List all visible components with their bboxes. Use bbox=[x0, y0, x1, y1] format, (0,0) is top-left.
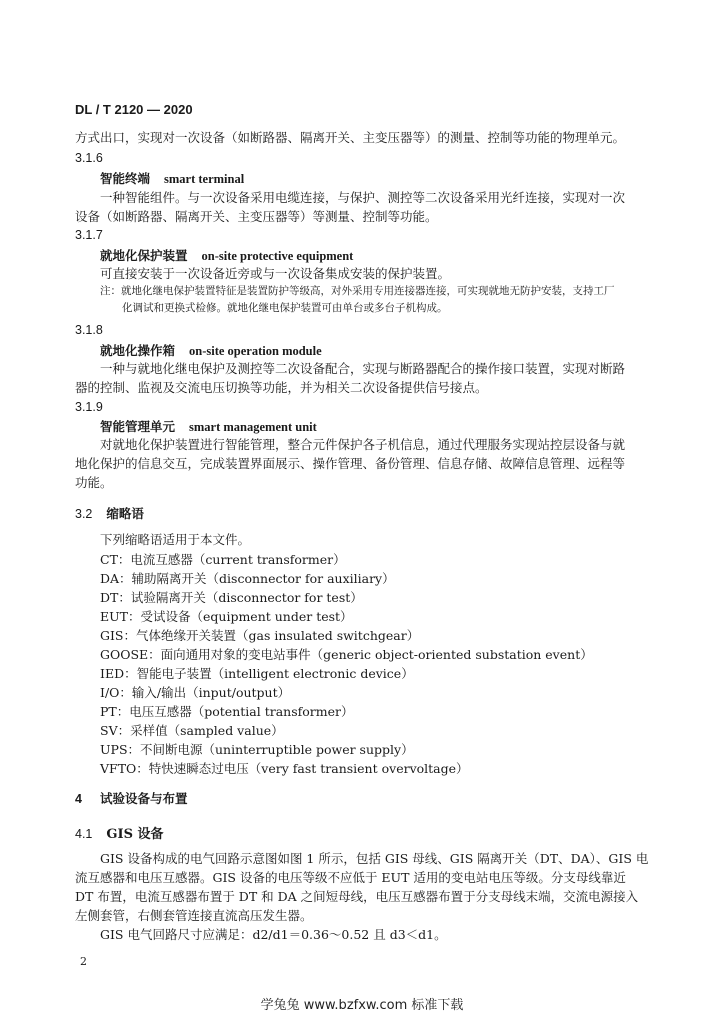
body-line: GIS 电气回路尺寸应满足：d2/d1＝0.36～0.52 且 d3＜d1。 bbox=[100, 927, 447, 942]
term-cn: 就地化保护装置 bbox=[100, 248, 188, 263]
section-heading bbox=[75, 823, 164, 842]
definition-line: 地化保护的信息交互，完成装置界面展示、操作管理、备份管理、信息存储、故障信息管理、远程等 bbox=[75, 456, 626, 471]
page-number: 2 bbox=[80, 955, 87, 968]
definition-line: 器的控制、监视及交流电压切换等功能，并为相关二次设备提供信号接点。 bbox=[75, 380, 488, 395]
abbr-item: GOOSE：面向通用对象的变电站事件（generic object-oriented substation event） bbox=[100, 647, 593, 662]
clause-number: 3.1.6 bbox=[75, 151, 103, 165]
continuation-line: 方式出口，实现对一次设备（如断路器、隔离开关、主变压器等）的测量、控制等功能的物理单元。 bbox=[75, 130, 626, 145]
term-heading bbox=[100, 246, 353, 264]
note-line: 化调试和更换式检修。就地化继电保护装置可由单台或多台子机构成。 bbox=[122, 302, 448, 314]
definition-line: 设备（如断路器、隔离开关、主变压器等）等测量、控制等功能。 bbox=[75, 209, 438, 224]
definition-line: 一种智能组件。与一次设备采用电缆连接，与保护、测控等二次设备采用光纤连接，实现对一次 bbox=[100, 190, 626, 205]
section-heading bbox=[75, 504, 144, 522]
term-cn: 智能终端 bbox=[100, 171, 151, 186]
abbr-item: DA：辅助隔离开关（disconnector for auxiliary） bbox=[100, 571, 395, 586]
abbr-item: EUT：受试设备（equipment under test） bbox=[100, 609, 353, 624]
chapter-heading bbox=[75, 789, 187, 807]
definition-line: 可直接安装于一次设备近旁或与一次设备集成安装的保护装置。 bbox=[100, 266, 451, 281]
section-title: GIS 设备 bbox=[106, 827, 164, 842]
body-line: DT 布置，电流互感器布置于 DT 和 DA 之间短母线，电压互感器布置于分支母线末端，交流电源接入 bbox=[75, 889, 639, 904]
body-line: 左侧套管，右侧套管连接直流高压发生器。 bbox=[75, 908, 313, 923]
abbr-item: SV：采样值（sampled value） bbox=[100, 723, 284, 738]
definition-line: 对就地化保护装置进行智能管理，整合元件保护各子机信息，通过代理服务实现站控层设备与就 bbox=[100, 437, 626, 452]
chapter-number: 4 bbox=[75, 792, 82, 806]
abbr-item: GIS：气体绝缘开关装置（gas insulated switchgear） bbox=[100, 628, 420, 643]
abbr-item: I/O：输入/输出（input/output） bbox=[100, 685, 291, 700]
document-code: DL / T 2120 — 2020 bbox=[75, 102, 193, 117]
term-heading bbox=[100, 341, 322, 359]
definition-line: 一种与就地化继电保护及测控等二次设备配合，实现与断路器配合的操作接口装置，实现对断路 bbox=[100, 361, 626, 376]
body-line: GIS 设备构成的电气回路示意图如图 1 所示，包括 GIS 母线、GIS 隔离开关（DT、DA）、GIS 电 bbox=[100, 851, 649, 866]
abbr-intro: 下列缩略语适用于本文件。 bbox=[100, 532, 251, 547]
section-number: 4.1 bbox=[75, 827, 93, 841]
section-number: 3.2 bbox=[75, 507, 93, 521]
term-en: on-site protective equipment bbox=[201, 249, 354, 263]
term-cn: 就地化操作箱 bbox=[100, 343, 176, 358]
chapter-title: 试验设备与布置 bbox=[99, 791, 188, 806]
abbr-item: PT：电压互感器（potential transformer） bbox=[100, 704, 354, 719]
download-footer: 学兔兔 www.bzfxw.com 标准下载 bbox=[260, 998, 464, 1013]
term-cn: 智能管理单元 bbox=[100, 419, 176, 434]
clause-number: 3.1.8 bbox=[75, 323, 103, 337]
clause-number: 3.1.7 bbox=[75, 228, 103, 242]
term-heading bbox=[100, 169, 244, 187]
term-en: smart terminal bbox=[164, 172, 245, 186]
term-en: on-site operation module bbox=[189, 344, 322, 358]
abbr-item: VFTO：特快速瞬态过电压（very fast transient overvoltage） bbox=[100, 761, 469, 776]
note-line: 注：就地化继电保护装置特征是装置防护等级高，对外采用专用连接器连接，可实现就地无防护安装，支持工厂 bbox=[100, 285, 615, 297]
term-en: smart management unit bbox=[189, 420, 317, 434]
abbr-item: CT：电流互感器（current transformer） bbox=[100, 552, 346, 567]
clause-number: 3.1.9 bbox=[75, 400, 103, 414]
term-heading bbox=[100, 417, 317, 435]
definition-line: 功能。 bbox=[75, 475, 113, 490]
abbr-item: DT：试验隔离开关（disconnector for test） bbox=[100, 590, 363, 605]
abbr-item: UPS：不间断电源（uninterruptible power supply） bbox=[100, 742, 414, 757]
section-title: 缩略语 bbox=[106, 506, 144, 521]
body-line: 流互感器和电压互感器。GIS 设备的电压等级不应低于 EUT 适用的变电站电压等级。分支母线靠近 bbox=[75, 870, 626, 885]
abbr-item: IED：智能电子装置（intelligent electronic device） bbox=[100, 666, 414, 681]
